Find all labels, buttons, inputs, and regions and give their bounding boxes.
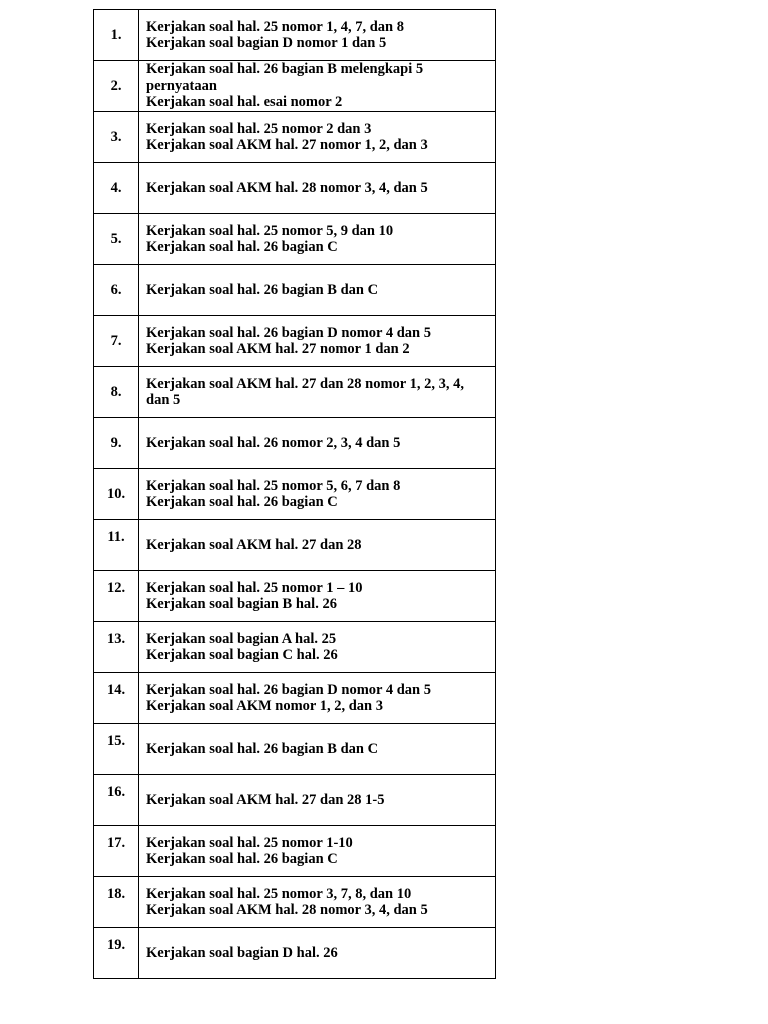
instruction-line: Kerjakan soal bagian A hal. 25: [146, 630, 337, 647]
table-row: [94, 877, 496, 928]
row-instructions: [139, 367, 496, 418]
instruction-line: Kerjakan soal AKM hal. 27 dan 28 nomor 1, 2, 3, 4, dan 5: [146, 375, 464, 408]
table-row: [94, 112, 496, 163]
row-instructions: [139, 724, 496, 775]
row-number: 19.: [94, 928, 139, 979]
table-row: [94, 61, 496, 112]
instruction-line: Kerjakan soal hal. 26 bagian B dan C: [146, 740, 379, 757]
table-row: [94, 775, 496, 826]
instruction-line: Kerjakan soal bagian D hal. 26: [146, 944, 338, 961]
row-number: 12.: [94, 571, 139, 622]
table-row: [94, 163, 496, 214]
instruction-line: Kerjakan soal hal. 25 nomor 2 dan 3: [146, 120, 372, 137]
row-instructions: [139, 112, 496, 163]
instruction-line: Kerjakan soal AKM hal. 27 dan 28: [146, 536, 362, 553]
table-row: [94, 571, 496, 622]
row-instructions: [139, 163, 496, 214]
instruction-line: Kerjakan soal AKM nomor 1, 2, dan 3: [146, 698, 383, 714]
row-instructions: [139, 571, 496, 622]
row-number: 17.: [94, 826, 139, 877]
instruction-line: Kerjakan soal bagian D nomor 1 dan 5: [146, 35, 387, 51]
instruction-line: Kerjakan soal AKM hal. 28 nomor 3, 4, dan 5: [146, 902, 428, 918]
row-number: 6.: [94, 265, 139, 316]
table-row: [94, 622, 496, 673]
row-instructions: [139, 10, 496, 61]
row-instructions: [139, 826, 496, 877]
row-number: 4.: [94, 163, 139, 214]
row-number: 16.: [94, 775, 139, 826]
row-instructions: [139, 265, 496, 316]
instruction-line: Kerjakan soal hal. 26 bagian C: [146, 239, 338, 255]
instruction-line: Kerjakan soal hal. 25 nomor 1-10: [146, 834, 353, 851]
instruction-line: Kerjakan soal bagian C hal. 26: [146, 647, 338, 663]
assignment-table: [93, 9, 496, 979]
instruction-line: Kerjakan soal hal. 26 bagian B melengkapi 5 pernyataan: [146, 61, 424, 94]
instruction-line: Kerjakan soal hal. 25 nomor 1 – 10: [146, 579, 363, 596]
row-instructions: [139, 469, 496, 520]
instruction-line: Kerjakan soal hal. 26 bagian D nomor 4 dan 5: [146, 324, 431, 341]
row-number: 8.: [94, 367, 139, 418]
row-number: 10.: [94, 469, 139, 520]
row-number: 11.: [94, 520, 139, 571]
row-number: 5.: [94, 214, 139, 265]
instruction-line: Kerjakan soal AKM hal. 27 dan 28 1-5: [146, 791, 385, 808]
row-number: 7.: [94, 316, 139, 367]
row-number: 3.: [94, 112, 139, 163]
row-instructions: [139, 520, 496, 571]
table-row: [94, 520, 496, 571]
row-instructions: [139, 775, 496, 826]
row-instructions: [139, 61, 496, 112]
instruction-line: Kerjakan soal hal. 25 nomor 3, 7, 8, dan 10: [146, 885, 412, 902]
instruction-line: Kerjakan soal hal. 26 bagian C: [146, 851, 338, 867]
table-row: [94, 367, 496, 418]
row-instructions: [139, 928, 496, 979]
table-row: [94, 928, 496, 979]
instruction-line: Kerjakan soal hal. esai nomor 2: [146, 94, 343, 111]
instruction-line: Kerjakan soal hal. 26 bagian C: [146, 494, 338, 510]
instruction-line: Kerjakan soal hal. 26 bagian B dan C: [146, 281, 379, 298]
row-instructions: [139, 214, 496, 265]
instruction-line: Kerjakan soal AKM hal. 27 nomor 1 dan 2: [146, 341, 410, 357]
row-number: 18.: [94, 877, 139, 928]
assignment-table-body: [94, 10, 496, 979]
table-row: [94, 418, 496, 469]
row-number: 2.: [94, 61, 139, 112]
table-row: [94, 469, 496, 520]
row-number: 13.: [94, 622, 139, 673]
instruction-line: Kerjakan soal AKM hal. 28 nomor 3, 4, dan 5: [146, 179, 428, 196]
table-row: [94, 673, 496, 724]
row-instructions: [139, 418, 496, 469]
instruction-line: Kerjakan soal hal. 25 nomor 5, 9 dan 10: [146, 222, 394, 239]
table-row: [94, 265, 496, 316]
table-row: [94, 10, 496, 61]
instruction-line: Kerjakan soal hal. 26 nomor 2, 3, 4 dan 5: [146, 434, 401, 451]
instruction-line: Kerjakan soal AKM hal. 27 nomor 1, 2, dan 3: [146, 137, 428, 153]
row-instructions: [139, 877, 496, 928]
table-row: [94, 826, 496, 877]
row-instructions: [139, 673, 496, 724]
instruction-line: Kerjakan soal bagian B hal. 26: [146, 596, 337, 612]
instruction-line: Kerjakan soal hal. 26 bagian D nomor 4 dan 5: [146, 681, 431, 698]
row-number: 9.: [94, 418, 139, 469]
instruction-line: Kerjakan soal hal. 25 nomor 1, 4, 7, dan 8: [146, 18, 404, 35]
instruction-line: Kerjakan soal hal. 25 nomor 5, 6, 7 dan 8: [146, 477, 401, 494]
row-number: 15.: [94, 724, 139, 775]
row-instructions: [139, 622, 496, 673]
table-row: [94, 214, 496, 265]
table-row: [94, 316, 496, 367]
row-number: 1.: [94, 10, 139, 61]
table-row: [94, 724, 496, 775]
row-number: 14.: [94, 673, 139, 724]
row-instructions: [139, 316, 496, 367]
